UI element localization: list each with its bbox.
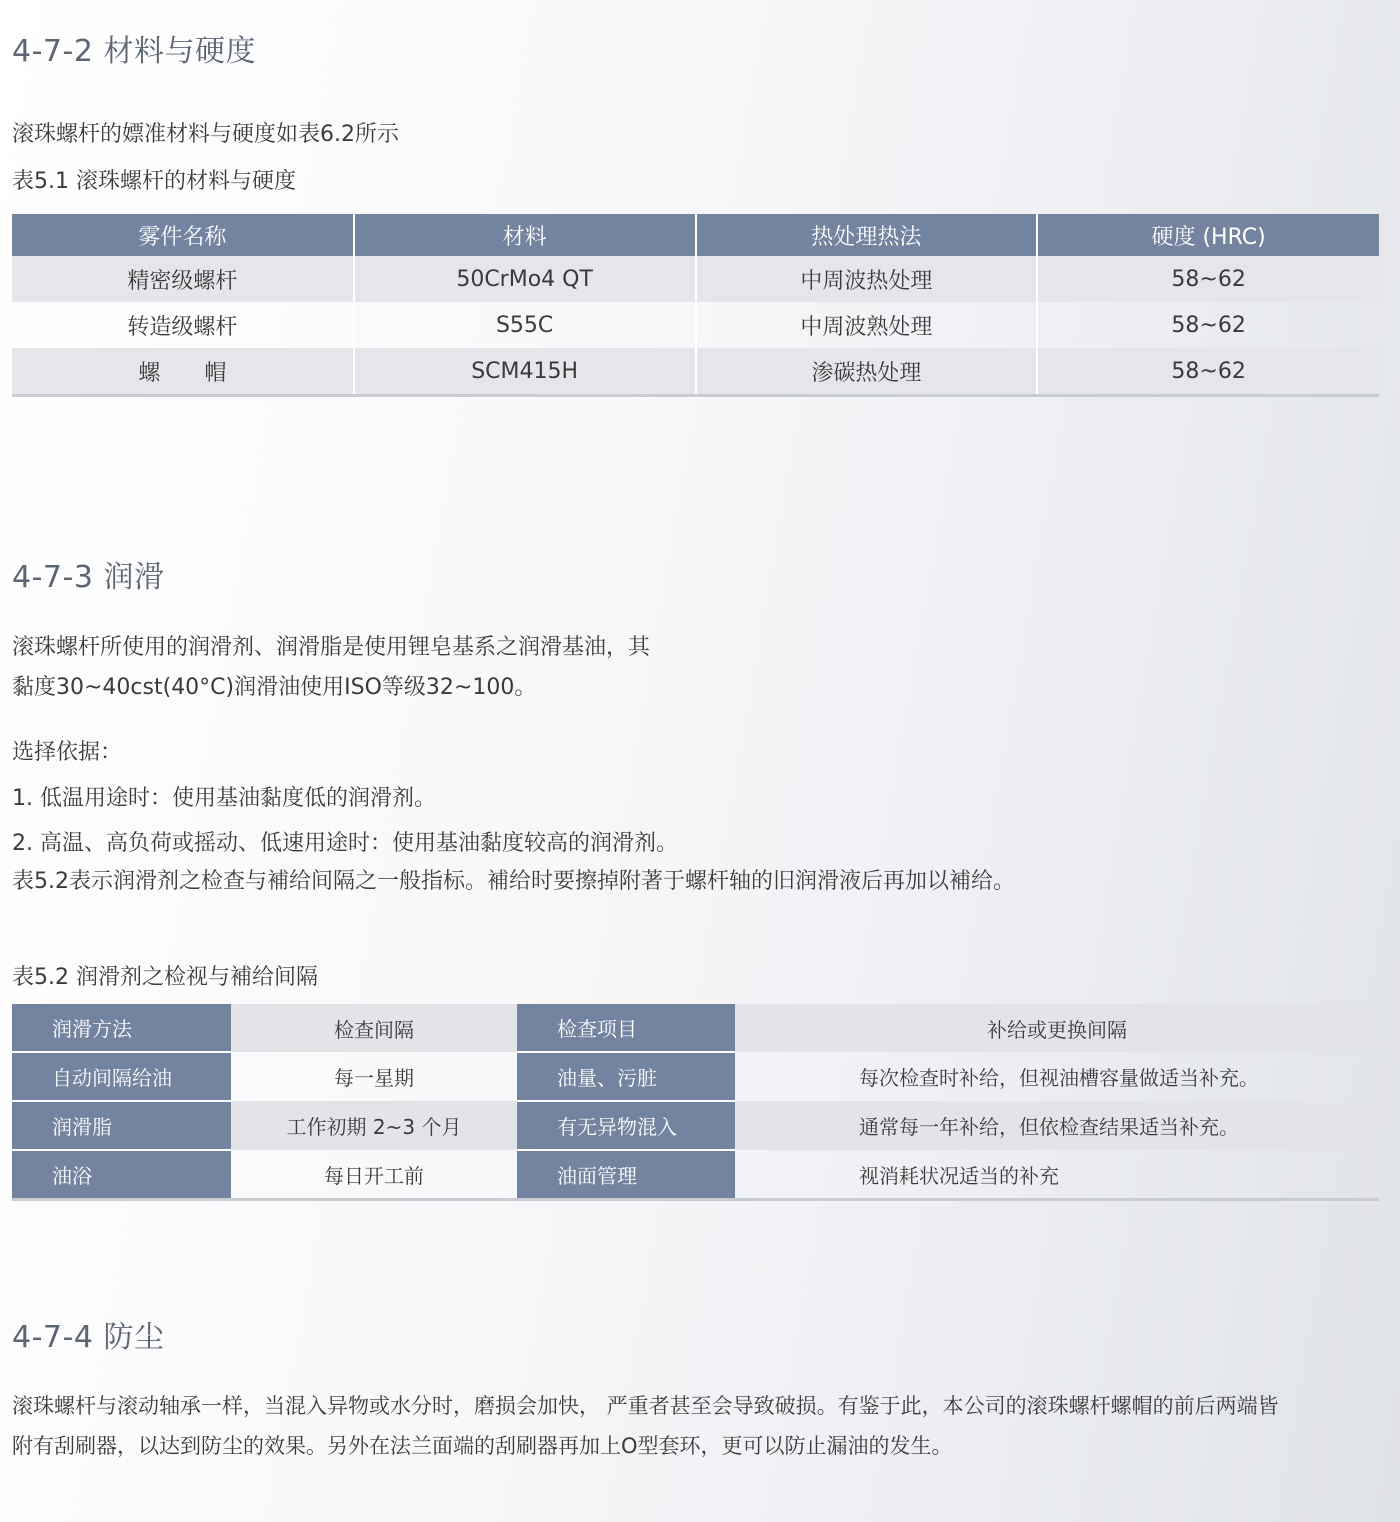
table-cell: 油面管理 <box>517 1150 735 1200</box>
table-cell: 有无异物混入 <box>517 1101 735 1150</box>
table-cell: 转造级螺杆 <box>127 314 238 340</box>
table-cell: 通常每一年补给，但依检查结果适当补充。 <box>735 1101 1379 1150</box>
table-cell: 每次检查时补给，但视油槽容量做适当补充。 <box>859 1066 1259 1090</box>
table-cell: 补给或更换间隔 <box>735 1004 1379 1052</box>
table-cell: 螺 帽 <box>12 348 354 396</box>
selection-item-1: 1. 低温用途时：使用基油黏度低的润滑剂。 <box>12 786 436 811</box>
materials-hardness-table <box>12 214 1379 397</box>
dustproof-para-line-2: 附有刮刷器，以达到防尘的效果。另外在法兰面端的刮刷器再加上O型套环，更可以防止漏油的发生。 <box>12 1434 953 1458</box>
table-cell: 润滑脂 <box>12 1101 231 1150</box>
table-cell: 每日开工前 <box>324 1163 424 1188</box>
lubrication-interval-table <box>12 1004 1379 1201</box>
lubrication-para-line-1: 滚珠螺杆所使用的润滑剂、润滑脂是使用锂皂基系之润滑基油，其 <box>12 635 651 660</box>
table-row <box>12 1150 1379 1200</box>
lubrication-para-line-2: 黏度30~40cst(40°C)润滑油使用ISO等级32~100。 <box>12 675 537 700</box>
section-heading-lubrication: 4-7-3 润滑 <box>12 560 165 595</box>
table-cell: 中周波熟处理 <box>696 302 1038 348</box>
table-row <box>12 1101 1379 1150</box>
materials-intro: 滚珠螺杆的嫖准材料与硬度如表6.2所示 <box>12 122 399 147</box>
dustproof-para-line-1: 滚珠螺杆与滚动轴承一样，当混入异物或水分时，磨损会加快， 严重者甚至会导致破损。有鉴于此，本公司的滚珠螺杆螺帽的前后两端皆 <box>12 1394 1279 1418</box>
header-cell: 硬度 (HRC) <box>1037 214 1379 256</box>
table-row <box>12 1052 1379 1101</box>
table-cell: 油浴 <box>12 1150 231 1200</box>
table-cell: 润滑方法 <box>12 1004 231 1052</box>
table-cell: 50CrMo4 QT <box>354 256 696 302</box>
table-cell: 58~62 <box>1037 256 1379 302</box>
selection-item-2: 2. 高温、高负荷或摇动、低速用途时：使用基油黏度较高的润滑剂。 <box>12 831 678 856</box>
lubrication-note: 表5.2表示润滑剂之检查与補给间隔之一般指标。補给时要擦掉附著于螺杆轴的旧润滑液后再加以補给。 <box>12 869 1015 894</box>
table-row <box>12 256 1379 302</box>
table-5-1-caption: 表5.1 滚珠螺杆的材料与硬度 <box>12 169 296 194</box>
table-cell: 58~62 <box>1037 348 1379 396</box>
table-row <box>12 1004 1379 1052</box>
table-cell: 视消耗状况适当的补充 <box>859 1163 1059 1188</box>
table-cell: 工作初期 2~3 个月 <box>231 1101 517 1150</box>
selection-basis-title: 选择依据： <box>12 740 123 765</box>
table-row <box>12 348 1379 396</box>
table-cell: 渗碳热处理 <box>696 348 1038 396</box>
table-5-2-caption: 表5.2 润滑剂之检视与補给间隔 <box>12 965 318 990</box>
section-heading-dustproof: 4-7-4 防尘 <box>12 1320 165 1355</box>
section-heading-materials: 4-7-2 材料与硬度 <box>12 34 256 69</box>
table-cell: SCM415H <box>354 348 696 396</box>
table-cell: 检查项目 <box>517 1004 735 1052</box>
table-cell: 检查间隔 <box>231 1004 517 1052</box>
table-cell: S55C <box>354 302 696 348</box>
header-cell: 雾件名称 <box>12 214 354 256</box>
table-cell: 油量、污脏 <box>517 1052 735 1101</box>
header-cell: 热处理热法 <box>696 214 1038 256</box>
table-row <box>12 302 1379 348</box>
table-cell: 每一星期 <box>334 1066 414 1090</box>
table-cell: 58~62 <box>1037 302 1379 348</box>
table-cell: 中周波热处理 <box>696 256 1038 302</box>
table-cell: 精密级螺杆 <box>12 256 354 302</box>
table-cell: 自动间隔给油 <box>12 1052 231 1101</box>
header-cell: 材料 <box>354 214 696 256</box>
table-header-row <box>12 214 1379 256</box>
